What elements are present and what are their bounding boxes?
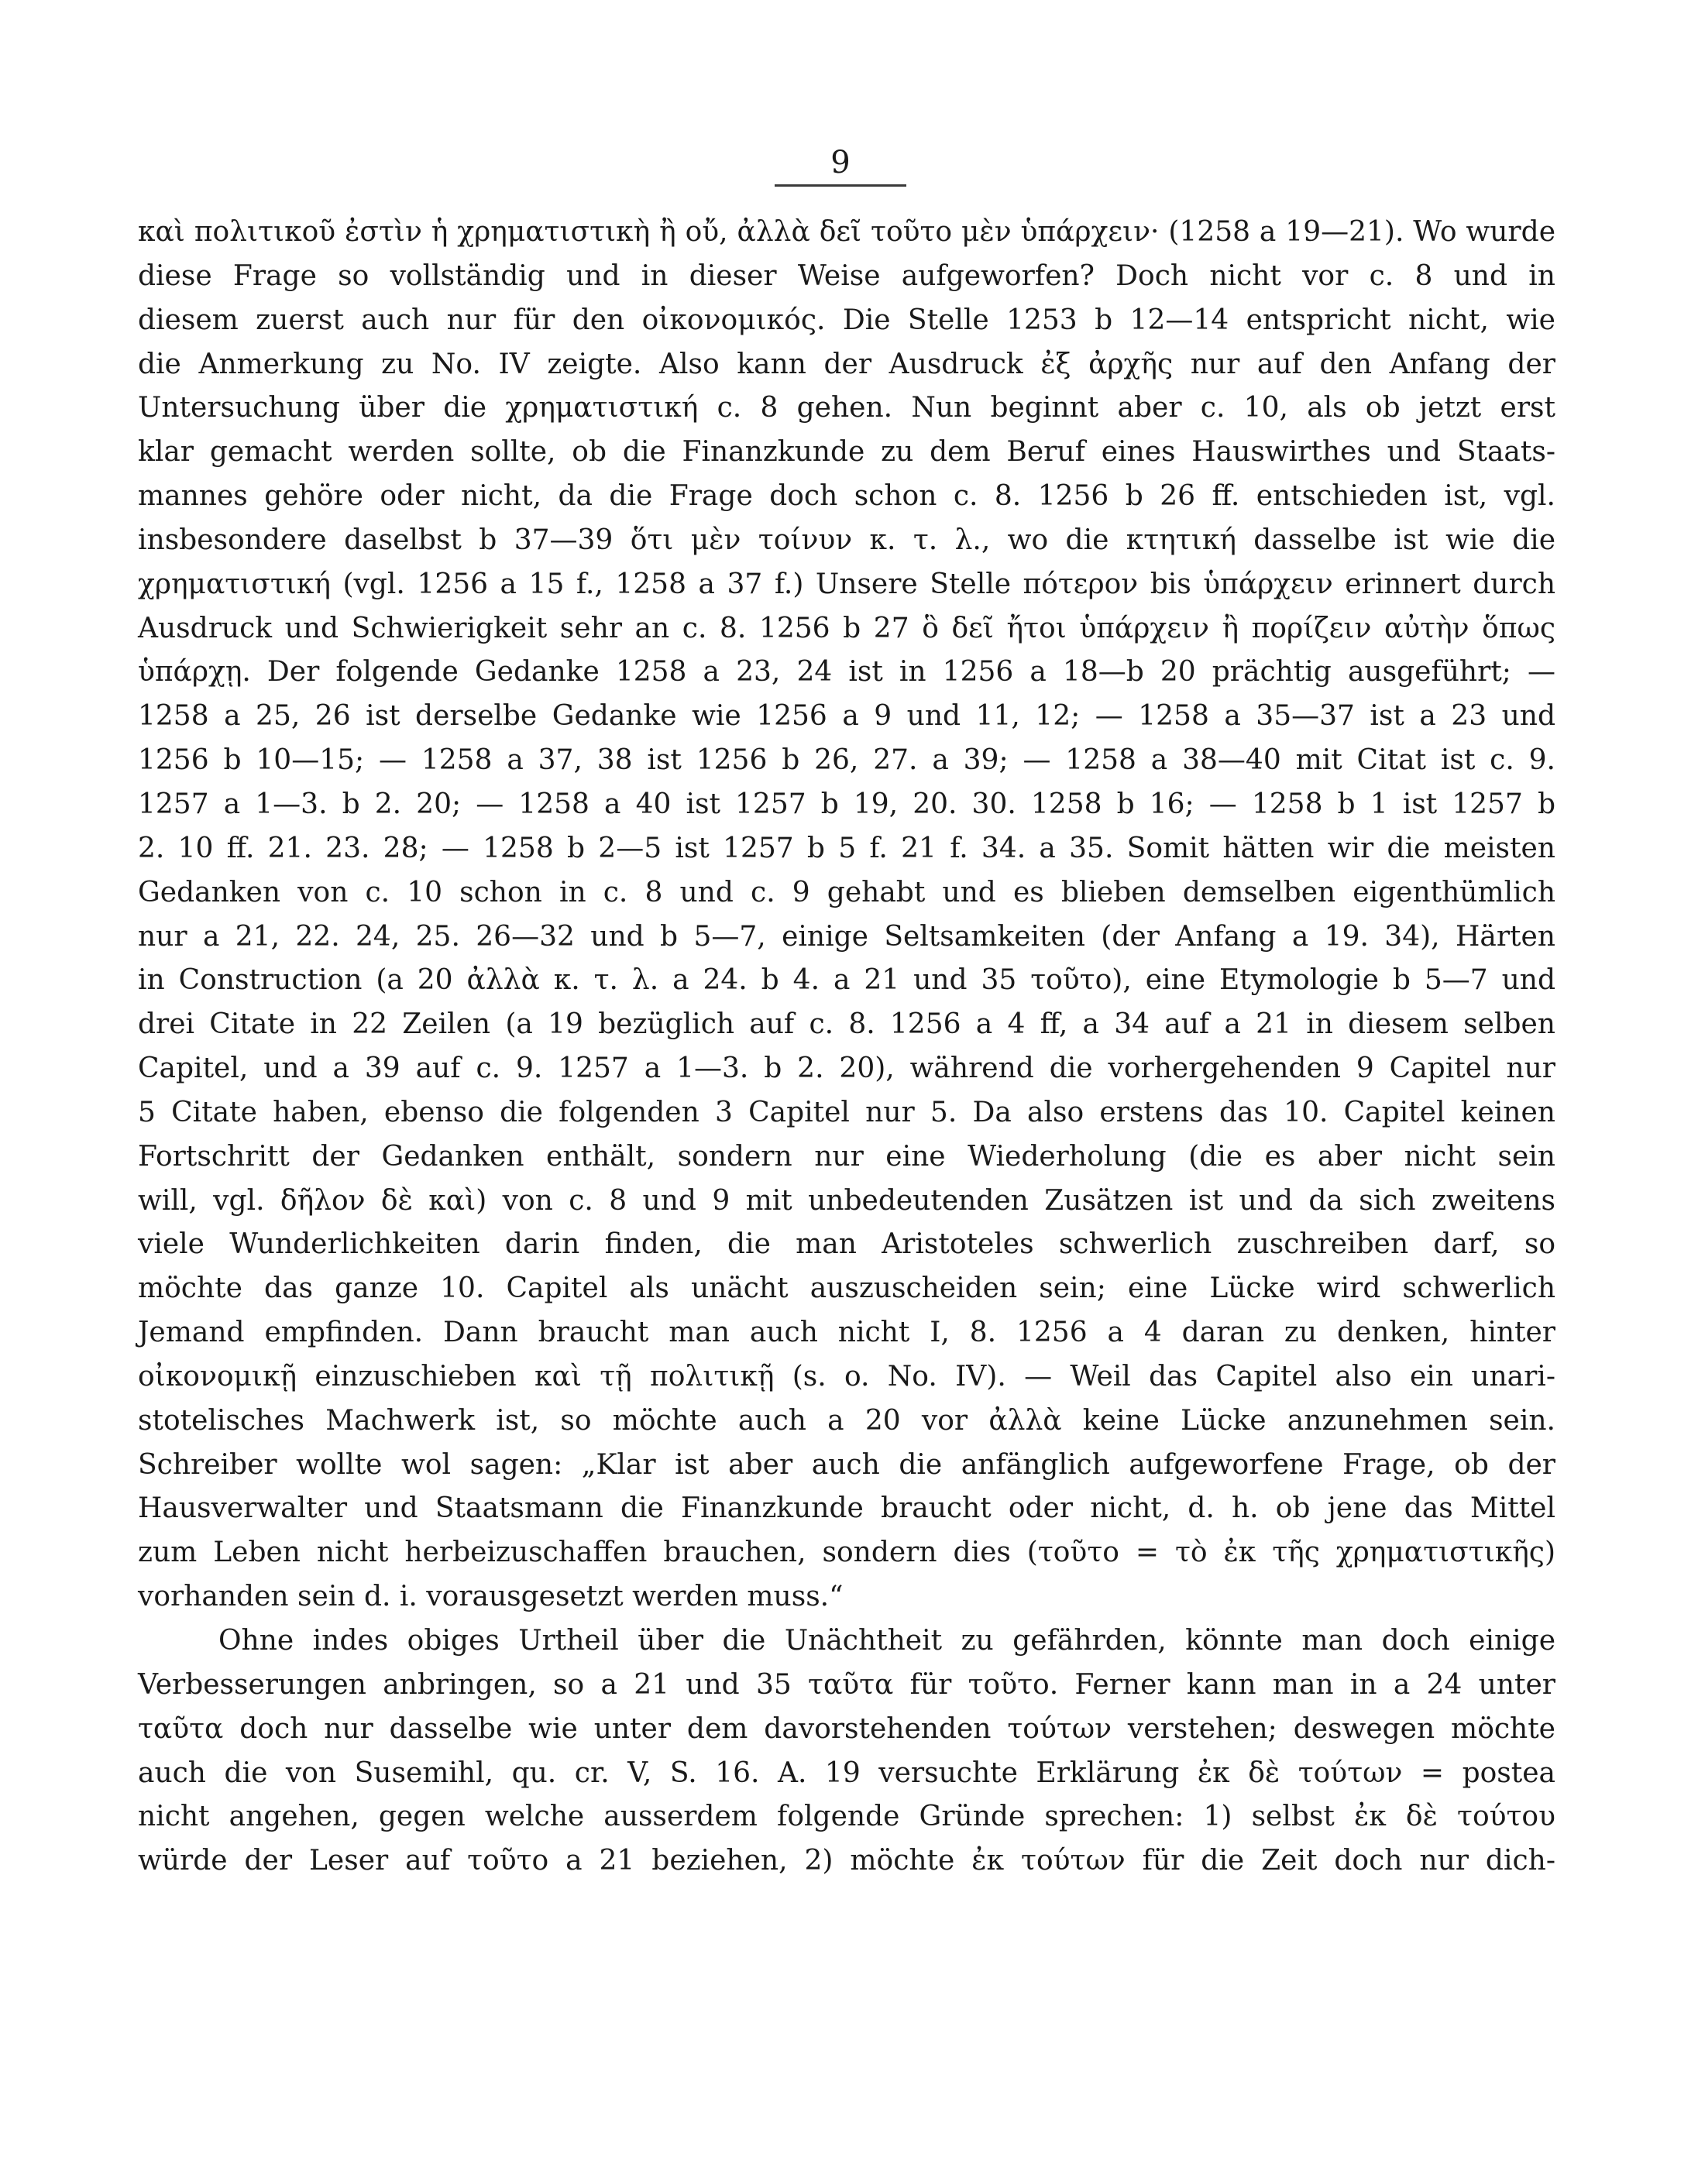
text-line: χρηματιστική (vgl. 1256 a 15 f., 1258 a 37 f.) Unsere Stelle πότερον bis ὑπάρχειν erinnert durch (138, 568, 1555, 600)
text-line: diese Frage so vollständig und in dieser Weise aufgeworfen? Doch nicht vor c. 8 und in (138, 259, 1555, 292)
text-line: 1256 b 10—15; — 1258 a 37, 38 ist 1256 b 26, 27. a 39; — 1258 a 38—40 mit Citat ist c. 9. (138, 744, 1555, 777)
text-line: stotelisches Machwerk ist, so möchte auch a 20 vor ἀλλὰ keine Lücke anzunehmen sein. (138, 1404, 1555, 1437)
text-line: Jemand empfinden. Dann braucht man auch nicht I, 8. 1256 a 4 daran zu denken, hinter (138, 1317, 1555, 1349)
text-line: 1257 a 1—3. b 2. 20; — 1258 a 40 ist 1257 b 19, 20. 30. 1258 b 16; — 1258 b 1 ist 1257 b (138, 788, 1555, 820)
text-line: Schreiber wollte wol sagen: „Klar ist aber auch die anfänglich aufgeworfene Frage, ob der (138, 1448, 1555, 1481)
paragraph-start-line: Ohne indes obiges Urtheil über die Unächtheit zu gefährden, könnte man doch einige (218, 1625, 1555, 1657)
page-header (763, 147, 918, 187)
text-line: würde der Leser auf τοῦτο a 21 beziehen, 2) möchte ἐκ τούτων für die Zeit doch nur dich- (138, 1845, 1555, 1877)
text-line: drei Citate in 22 Zeilen (a 19 bezüglich auf c. 8. 1256 a 4 ff, a 34 auf a 21 in diesem selben (138, 1008, 1555, 1041)
text-line: Ausdruck und Schwierigkeit sehr an c. 8. 1256 b 27 ὃ δεῖ ἤτοι ὑπάρχειν ἢ πορίζειν αὐτὴν ὅπως (138, 612, 1555, 644)
text-line: Untersuchung über die χρηματιστική c. 8 gehen. Nun beginnt aber c. 10, als ob jetzt erst (138, 392, 1555, 424)
text-line: in Construction (a 20 ἀλλὰ κ. τ. λ. a 24. b 4. a 21 und 35 τοῦτο), eine Etymologie b 5—7 und (138, 964, 1555, 997)
text-line: 2. 10 ff. 21. 23. 28; — 1258 b 2—5 ist 1257 b 5 f. 21 f. 34. a 35. Somit hätten wir die meisten (138, 832, 1555, 864)
text-line: ὑπάρχῃ. Der folgende Gedanke 1258 a 23, 24 ist in 1256 a 18—b 20 prächtig ausgeführt; — (138, 656, 1555, 689)
text-line: οἰκονομικῇ einzuschieben καὶ τῇ πολιτικῇ (s. o. No. IV). — Weil das Capitel also ein unari- (138, 1360, 1555, 1392)
page-number: 9 (830, 145, 851, 180)
text-line: insbesondere daselbst b 37—39 ὅτι μὲν τοίνυν κ. τ. λ., wo die κτητική dasselbe ist wie die (138, 524, 1555, 556)
text-line: Hausverwalter und Staatsmann die Finanzkunde braucht oder nicht, d. h. ob jene das Mittel (138, 1492, 1555, 1525)
text-line: Gedanken von c. 10 schon in c. 8 und c. 9 gehabt und es blieben demselben eigenthümlich (138, 876, 1555, 908)
text-line: zum Leben nicht herbeizuschaffen brauchen, sondern dies (τοῦτο = τὸ ἐκ τῆς χρηματιστικῆς) (138, 1537, 1555, 1569)
text-line: auch die von Susemihl, qu. cr. V, S. 16. A. 19 versuchte Erklärung ἐκ δὲ τούτων = postea (138, 1756, 1555, 1789)
text-line: Fortschritt der Gedanken enthält, sondern nur eine Wiederholung (die es aber nicht sein (138, 1140, 1555, 1173)
text-line: möchte das ganze 10. Capitel als unächt auszuscheiden sein; eine Lücke wird schwerlich (138, 1272, 1555, 1305)
text-line: 1258 a 25, 26 ist derselbe Gedanke wie 1256 a 9 und 11, 12; — 1258 a 35—37 ist a 23 und (138, 700, 1555, 733)
text-line: mannes gehöre oder nicht, da die Frage doch schon c. 8. 1256 b 26 ff. entschieden ist, vgl. (138, 480, 1555, 513)
text-line: καὶ πολιτικοῦ ἐστὶν ἡ χρηματιστικὴ ἢ οὔ, ἀλλὰ δεῖ τοῦτο μὲν ὑπάρχειν· (1258 a 19—21). Wo wurde (138, 216, 1555, 248)
text-line: Capitel, und a 39 auf c. 9. 1257 a 1—3. b 2. 20), während die vorhergehenden 9 Capitel nur (138, 1053, 1555, 1085)
text-line: Verbesserungen anbringen, so a 21 und 35 ταῦτα für τοῦτο. Ferner kann man in a 24 unter (138, 1668, 1555, 1701)
text-line: diesem zuerst auch nur für den οἰκονομικός. Die Stelle 1253 b 12—14 entspricht nicht, wie (138, 304, 1555, 336)
paragraph-end-line: vorhanden sein d. i. vorausgesetzt werden muss.“ (138, 1581, 844, 1613)
header-rule (775, 184, 906, 187)
text-line: 5 Citate haben, ebenso die folgenden 3 Capitel nur 5. Da also erstens das 10. Capitel keinen (138, 1096, 1555, 1128)
text-line: nur a 21, 22. 24, 25. 26—32 und b 5—7, einige Seltsamkeiten (der Anfang a 19. 34), Härten (138, 920, 1555, 953)
text-line: nicht angehen, gegen welche ausserdem folgende Gründe sprechen: 1) selbst ἐκ δὲ τούτου (138, 1801, 1555, 1833)
text-line: will, vgl. δῆλον δὲ καὶ) von c. 8 und 9 mit unbedeutenden Zusätzen ist und da sich zweitens (138, 1184, 1555, 1217)
text-line: viele Wunderlichkeiten darin finden, die man Aristoteles schwerlich zuschreiben darf, so (138, 1228, 1555, 1261)
text-line: klar gemacht werden sollte, ob die Finanzkunde zu dem Beruf eines Hauswirthes und Staats- (138, 436, 1555, 469)
text-line: ταῦτα doch nur dasselbe wie unter dem davorstehenden τούτων verstehen; deswegen möchte (138, 1712, 1555, 1745)
text-line: die Anmerkung zu No. IV zeigte. Also kann der Ausdruck ἐξ ἀρχῆς nur auf den Anfang der (138, 348, 1555, 380)
body-text (138, 211, 1555, 1884)
